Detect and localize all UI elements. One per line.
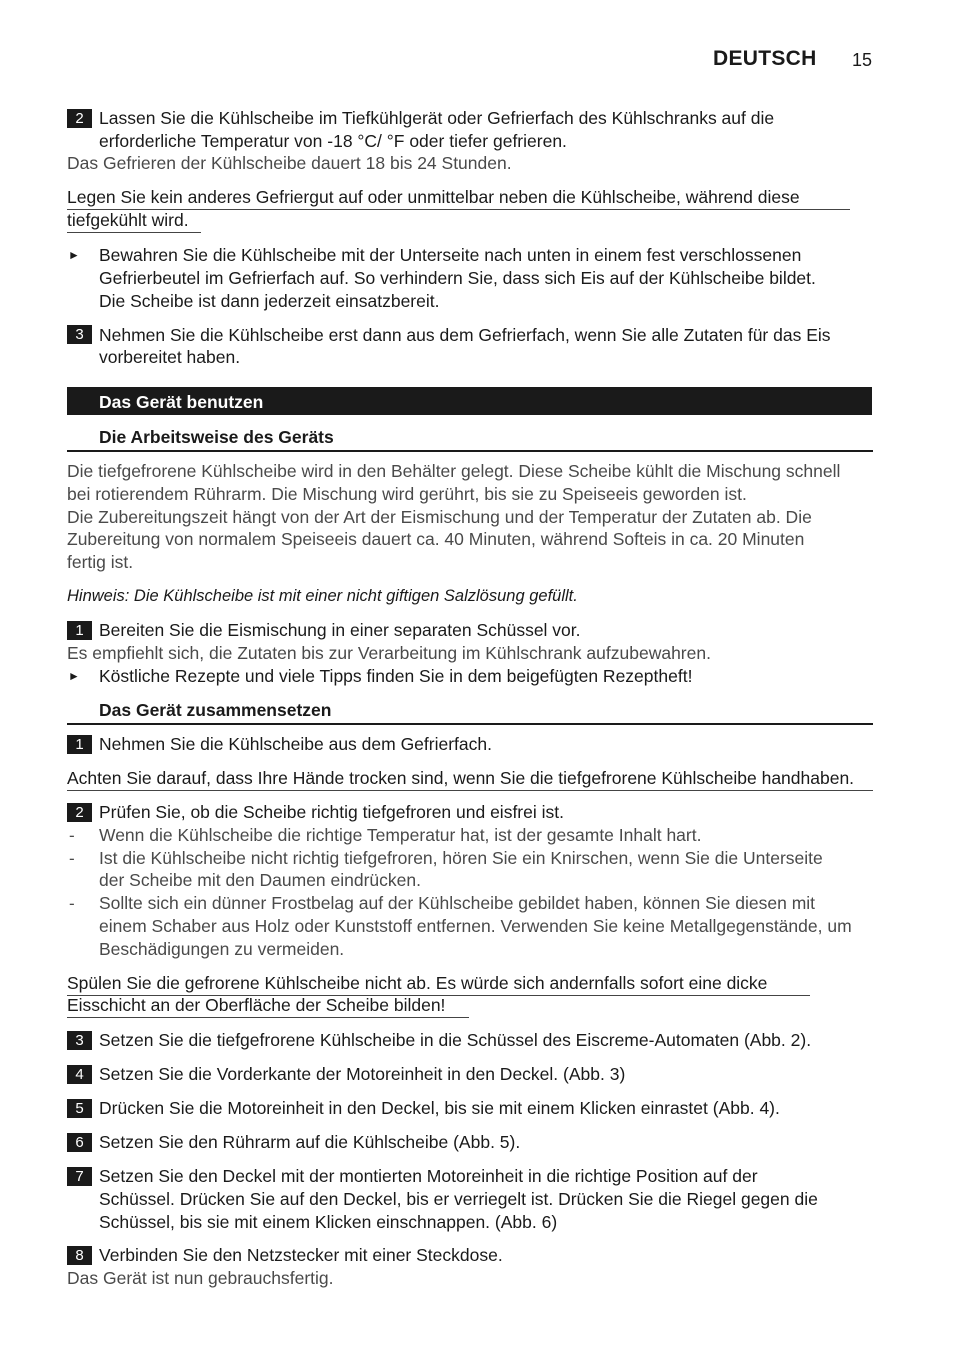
tip-text: Köstliche Rezepte und viele Tipps finden Sie in dem beigefügten Rezeptheft! [99, 666, 693, 686]
step-number-badge: 6 [67, 1133, 92, 1152]
subsection-title: Das Gerät zusammensetzen [99, 700, 332, 720]
paragraph-line: Die Zubereitungszeit hängt von der Art der Eismischung und der Temperatur der Zutaten ab. Die [67, 507, 812, 527]
caution-text: tiefgekühlt wird. [67, 210, 189, 230]
dash-item-text: einem Schaber aus Holz oder Kunststoff entfernen. Verwenden Sie keine Metallgegenstände, um [99, 916, 852, 936]
step-text: Schüssel, bis sie mit einem Klicken einschnappen. (Abb. 6) [99, 1212, 558, 1232]
caution-underline [67, 1017, 469, 1018]
step-text: Schüssel. Drücken Sie auf den Deckel, bis er verriegelt ist. Drücken Sie die Riegel gegen die [99, 1189, 818, 1209]
step-text: erforderliche Temperatur von -18 °C/ °F oder tiefer gefrieren. [99, 131, 567, 151]
step-text: Drücken Sie die Motoreinheit in den Deckel, bis sie mit einem Klicken einrastet (Abb. 4). [99, 1098, 780, 1118]
language-label: DEUTSCH [713, 47, 817, 70]
tip-text: Gefrierbeutel im Gefrierfach auf. So verhindern Sie, dass sich Eis auf der Kühlscheibe bildet. [99, 268, 816, 288]
caution-text: Spülen Sie die gefrorene Kühlscheibe nicht ab. Es würde sich andernfalls sofort eine dicke [67, 973, 768, 993]
dash-item-text: Sollte sich ein dünner Frostbelag auf der Kühlscheibe gebildet haben, können Sie diesen mit [99, 893, 816, 913]
step-number-badge: 5 [67, 1099, 92, 1118]
step-text: Setzen Sie die tiefgefrorene Kühlscheibe in die Schüssel des Eiscreme-Automaten (Abb. 2). [99, 1030, 812, 1050]
dash-item-text: Wenn die Kühlscheibe die richtige Temperatur hat, ist der gesamte Inhalt hart. [99, 825, 702, 845]
section-title: Das Gerät benutzen [99, 392, 264, 412]
step-note: Es empfiehlt sich, die Zutaten bis zur Verarbeitung im Kühlschrank aufzubewahren. [67, 643, 711, 663]
step-text: Lassen Sie die Kühlscheibe im Tiefkühlgerät oder Gefrierfach des Kühlschranks auf die [99, 108, 775, 128]
caution-text: Eisschicht an der Oberfläche der Scheibe bilden! [67, 995, 446, 1015]
step-text: Prüfen Sie, ob die Scheibe richtig tiefgefroren und eisfrei ist. [99, 802, 564, 822]
tip-text: Die Scheibe ist dann jederzeit einsatzbereit. [99, 291, 440, 311]
step-note: Das Gerät ist nun gebrauchsfertig. [67, 1268, 334, 1288]
caution-text: Achten Sie darauf, dass Ihre Hände trocken sind, wenn Sie die tiefgefrorene Kühlscheibe handhaben. [67, 768, 855, 788]
tip-text: Bewahren Sie die Kühlscheibe mit der Unterseite nach unten in einem fest verschlossenen [99, 245, 802, 265]
step-text: Setzen Sie den Deckel mit der montierten Motoreinheit in die richtige Position auf der [99, 1166, 758, 1186]
caution-underline [67, 232, 201, 233]
step-text: Setzen Sie den Rührarm auf die Kühlscheibe (Abb. 5). [99, 1132, 521, 1152]
paragraph-line: Zubereitung von normalem Speiseeis dauert ca. 40 Minuten, während Softeis in ca. 20 Minuten [67, 529, 805, 549]
paragraph-line: bei rotierendem Rührarm. Die Mischung wird gerührt, bis sie zu Speiseeis geworden ist. [67, 484, 747, 504]
subsection-rule [67, 723, 873, 725]
page-number: 15 [852, 50, 873, 70]
bullet-icon: ► [68, 669, 80, 683]
dash-item-text: Beschädigungen zu vermeiden. [99, 939, 345, 959]
step-number-badge: 3 [67, 1031, 92, 1050]
hint-text: Hinweis: Die Kühlscheibe ist mit einer nicht giftigen Salzlösung gefüllt. [67, 587, 578, 605]
step-text: Nehmen Sie die Kühlscheibe erst dann aus dem Gefrierfach, wenn Sie alle Zutaten für das Eis [99, 325, 831, 345]
paragraph-line: Die tiefgefrorene Kühlscheibe wird in den Behälter gelegt. Diese Scheibe kühlt die Mischung schnell [67, 461, 841, 481]
step-text: Nehmen Sie die Kühlscheibe aus dem Gefrierfach. [99, 734, 492, 754]
paragraph-line: fertig ist. [67, 552, 134, 572]
step-number-badge: 8 [67, 1246, 92, 1265]
bullet-icon: ► [68, 248, 80, 262]
dash-item-text: der Scheibe mit den Daumen eindrücken. [99, 870, 421, 890]
step-number-badge: 1 [67, 621, 92, 640]
dash-marker: - [69, 826, 75, 845]
step-text: vorbereitet haben. [99, 347, 241, 367]
dash-marker: - [69, 849, 75, 868]
step-number-badge: 1 [67, 735, 92, 754]
subsection-title: Die Arbeitsweise des Geräts [99, 427, 334, 447]
step-number-badge: 2 [67, 803, 92, 822]
caution-text: Legen Sie kein anderes Gefriergut auf oder unmittelbar neben die Kühlscheibe, während diese [67, 187, 800, 207]
step-note: Das Gefrieren der Kühlscheibe dauert 18 bis 24 Stunden. [67, 153, 512, 173]
step-text: Bereiten Sie die Eismischung in einer separaten Schüssel vor. [99, 620, 581, 640]
dash-item-text: Ist die Kühlscheibe nicht richtig tiefgefroren, hören Sie ein Knirschen, wenn Sie die Unterseite [99, 848, 823, 868]
step-number-badge: 7 [67, 1167, 92, 1186]
step-text: Setzen Sie die Vorderkante der Motoreinheit in den Deckel. (Abb. 3) [99, 1064, 626, 1084]
dash-marker: - [69, 894, 75, 913]
caution-underline [67, 790, 873, 791]
step-number-badge: 4 [67, 1065, 92, 1084]
subsection-rule [67, 450, 873, 452]
step-number-badge: 3 [67, 325, 92, 344]
step-number-badge: 2 [67, 109, 92, 128]
step-text: Verbinden Sie den Netzstecker mit einer Steckdose. [99, 1245, 503, 1265]
